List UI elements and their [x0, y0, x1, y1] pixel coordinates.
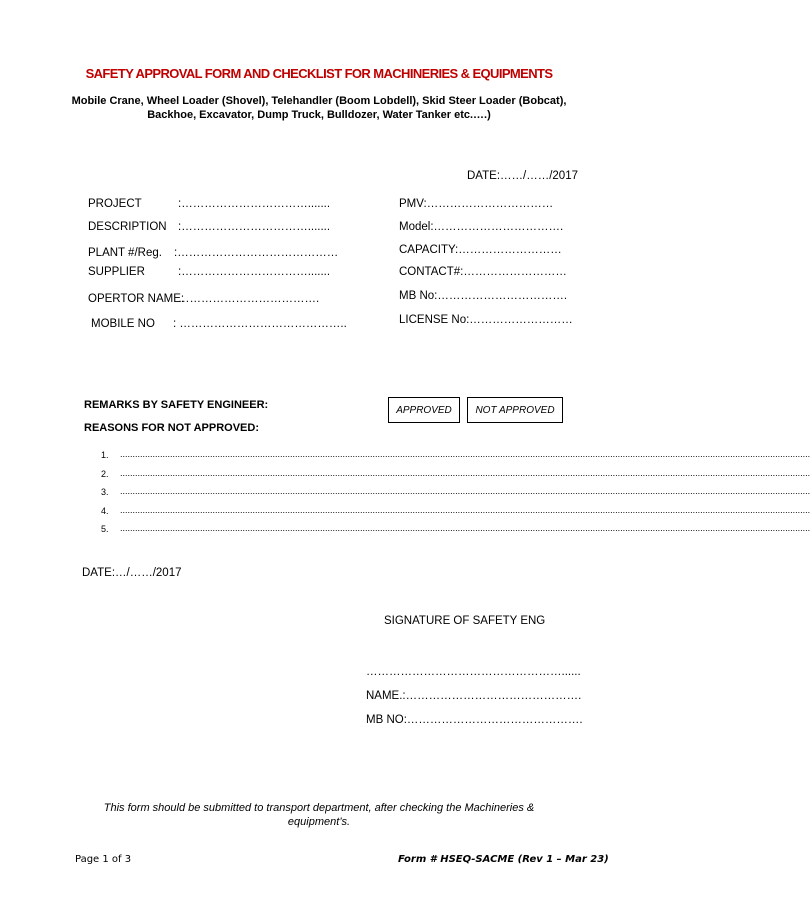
approved-checkbox[interactable]	[388, 397, 460, 423]
signature-line[interactable]: ……………………………………………......	[366, 666, 581, 678]
mb-number-field[interactable]: MB NO:……………………………………….	[366, 714, 583, 726]
signature-label: SIGNATURE OF SAFETY ENG	[384, 615, 546, 627]
reason-number: 5.	[101, 524, 109, 534]
left-field-label: MOBILE NO	[91, 318, 155, 330]
left-field-label: SUPPLIER	[88, 266, 145, 278]
reason-line[interactable]: ....................................................................................................................................................................................................................................................................................	[120, 449, 810, 459]
left-field-label: PROJECT	[88, 198, 142, 210]
submission-note	[0, 801, 638, 829]
reason-number: 3.	[101, 487, 109, 497]
date-bottom: DATE:…/……/2017	[82, 567, 182, 579]
right-field[interactable]: CAPACITY:………………………	[399, 244, 562, 256]
date-top: DATE:……/……/2017	[467, 170, 578, 182]
left-field-value[interactable]: :…………………………….......	[178, 198, 331, 210]
left-field-value[interactable]: : ……………………………………..	[173, 318, 347, 330]
equipment-list	[0, 94, 638, 122]
submission-note-line-1: This form should be submitted to transport department, after checking the Machineries &	[103, 802, 535, 814]
reason-number: 4.	[101, 505, 109, 516]
right-field[interactable]: PMV:……………………………	[399, 198, 554, 210]
form-title: SAFETY APPROVAL FORM AND CHECKLIST FOR MACHINERIES & EQUIPMENTS	[85, 66, 553, 81]
submission-note-line-2: equipment’s.	[287, 816, 351, 828]
not-approved-checkbox[interactable]	[467, 397, 563, 423]
right-field[interactable]: Model:…………………………….	[399, 221, 564, 233]
reason-line[interactable]: ....................................................................................................................................................................................................................................................................................	[120, 523, 810, 533]
form-number: Form # HSEQ-SACME (Rev 1 – Mar 23)	[398, 854, 609, 865]
not-approved-label: NOT APPROVED	[475, 404, 555, 416]
left-field-label: PLANT #/Reg.	[88, 247, 162, 259]
left-field-label: DESCRIPTION	[88, 221, 167, 233]
right-field[interactable]: MB No:…………………………….	[399, 290, 568, 302]
equipment-list-line-2: Backhoe, Excavator, Dump Truck, Bulldozer, Water Tanker etc.….)	[147, 109, 491, 121]
page-number: Page 1 of 3	[75, 854, 132, 865]
equipment-list-line-1: Mobile Crane, Wheel Loader (Shovel), Telehandler (Boom Lobdell), Skid Steer Loader (Bobcat),	[71, 95, 567, 107]
remarks-label: REMARKS BY SAFETY ENGINEER:	[84, 399, 269, 411]
left-field-value[interactable]: :…………………………….......	[178, 221, 331, 233]
reason-line[interactable]: ....................................................................................................................................................................................................................................................................................	[120, 467, 810, 478]
right-field[interactable]: LICENSE No:………………………	[399, 314, 573, 326]
reasons-label: REASONS FOR NOT APPROVED:	[84, 422, 259, 434]
reason-number: 1.	[101, 450, 109, 460]
left-field-value[interactable]: :…………………………….......	[178, 266, 331, 278]
reason-line[interactable]: ....................................................................................................................................................................................................................................................................................	[120, 486, 810, 496]
left-field-value[interactable]: ……………………………….	[178, 293, 320, 305]
left-field-value[interactable]: :……………………………………	[174, 247, 339, 259]
approved-label: APPROVED	[396, 404, 452, 416]
right-field[interactable]: CONTACT#:………………………	[399, 266, 567, 278]
reason-line[interactable]: ....................................................................................................................................................................................................................................................................................	[120, 504, 810, 515]
left-field-label: OPERTOR NAME:	[88, 293, 185, 305]
name-field[interactable]: NAME.:……………………………………….	[366, 690, 582, 702]
reason-number: 2.	[101, 468, 109, 479]
